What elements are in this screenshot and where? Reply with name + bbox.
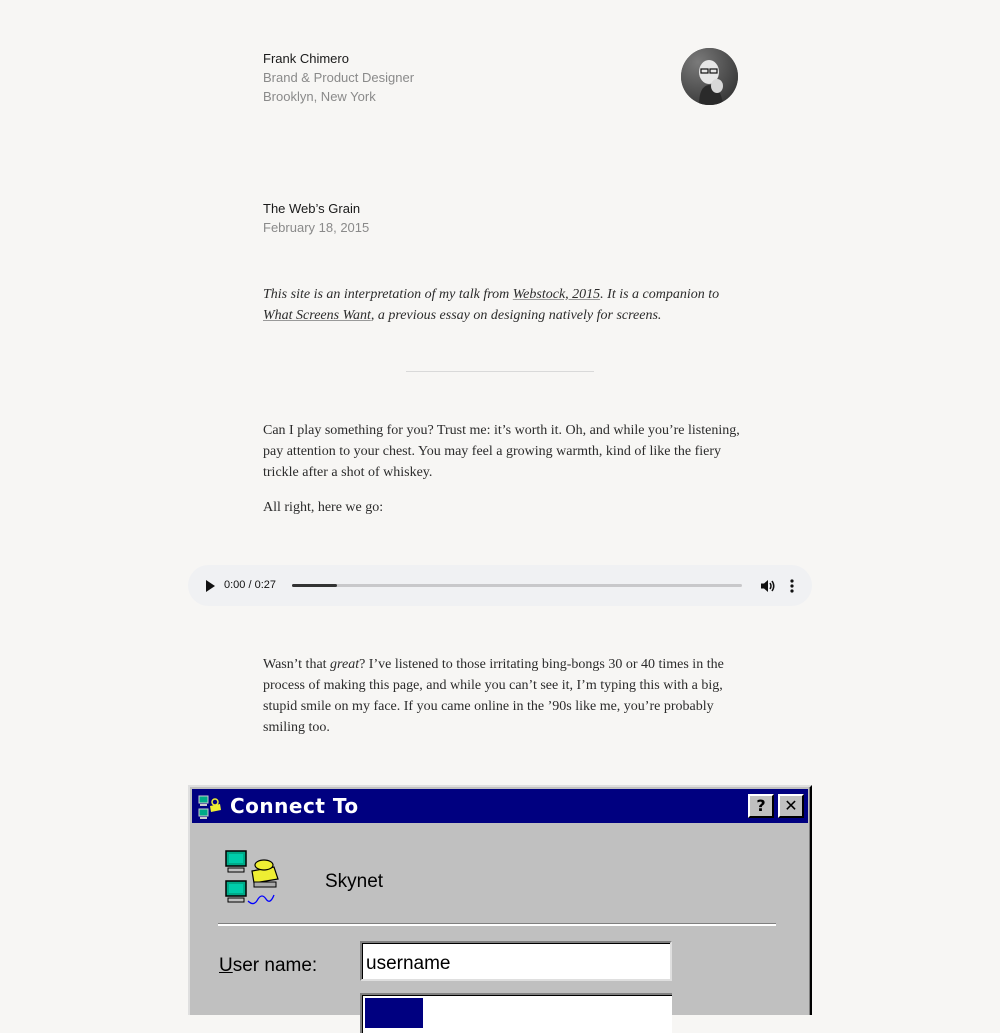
post-title: The Web’s Grain (263, 201, 361, 216)
emphasis-text: great (330, 657, 360, 672)
more-options-icon[interactable] (787, 578, 797, 594)
label-text: ser name: (232, 955, 318, 976)
accelerator-key: U (219, 955, 233, 976)
author-location: Brooklyn, New York (263, 89, 376, 104)
avatar-portrait-icon (681, 48, 738, 105)
password-selection (365, 998, 423, 1028)
dialog-titlebar[interactable] (192, 789, 808, 823)
author-name[interactable]: Frank Chimero (263, 51, 349, 66)
body-text: Wasn’t that (263, 657, 331, 672)
network-computers-icon (224, 849, 282, 909)
audio-progress-fill (292, 584, 337, 587)
body-paragraph: All right, here we go: (263, 500, 384, 515)
webstock-link[interactable]: Webstock, 2015 (512, 287, 601, 302)
dialog-separator (218, 923, 776, 926)
author-role: Brand & Product Designer (263, 70, 415, 85)
author-block (263, 49, 414, 106)
body-text: ? I’ve listened to those irritating bing-bongs 30 or 40 times in the process of making this page, and while you can’t see it, I’m typing this with a big, stupid smile on my face. If you came online in the ’90s like me, you’re probably smiling too. (263, 657, 724, 735)
user-name-label (219, 955, 317, 977)
post-header (263, 199, 369, 237)
what-screens-want-link[interactable]: What Screens Want (263, 308, 371, 323)
close-button[interactable]: ✕ (778, 794, 804, 818)
user-name-input[interactable] (360, 941, 672, 981)
body-paragraph (263, 654, 743, 738)
audio-time: 0:00 / 0:27 (224, 579, 276, 591)
connect-to-dialog (188, 785, 812, 1015)
help-button[interactable]: ? (748, 794, 774, 818)
intro-text: , a previous essay on designing natively for screens. (370, 308, 662, 323)
avatar[interactable] (681, 48, 738, 105)
intro-note (263, 284, 743, 326)
intro-text: . It is a companion to (600, 287, 720, 302)
play-icon[interactable] (204, 579, 216, 593)
password-input[interactable] (360, 993, 672, 1033)
connection-name: Skynet (325, 871, 384, 892)
body-paragraph: Can I play something for you? Trust me: it’s worth it. Oh, and while you’re listening, pay attention to your chest. You may feel a growing warmth, kind of like the fiery trickle after a shot of whiskey. (263, 423, 740, 480)
post-date: February 18, 2015 (263, 220, 370, 235)
intro-text: This site is an interpretation of my talk from (263, 287, 513, 302)
dialup-connection-icon (197, 794, 223, 820)
section-divider (406, 371, 594, 372)
audio-progress-track[interactable] (292, 584, 742, 587)
volume-icon[interactable] (760, 578, 776, 594)
audio-player[interactable] (188, 565, 812, 606)
dialog-title: Connect To (230, 794, 359, 818)
